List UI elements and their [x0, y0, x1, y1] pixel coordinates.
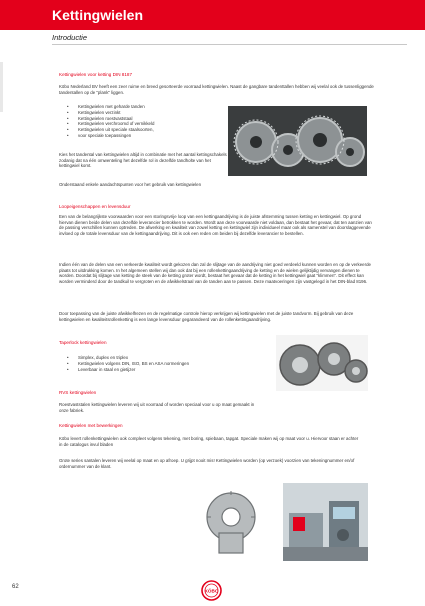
section-heading-loopeigenschappen: Loopeigenschappen en levensduur: [59, 204, 131, 209]
list-item: • voor speciale toepassingen: [66, 133, 216, 139]
list-item: • Kettingwielen verchroomd of vernikkeld: [66, 121, 216, 127]
machined-sprocket-photo: [188, 483, 274, 561]
list-item: • Kettingwielen met geharde tanden: [66, 104, 216, 110]
bewerkingen-paragraph-1: Köbo levert rollenkettingwielen ook compleet volgens tekening, met boring, spiebaan, tapgat. Speciale maken wij op maat voor u. Hiervoor staan er achter in de catalogus invul bladen: [59, 436, 359, 447]
section-heading-rvs: RVS kettingwielen: [59, 390, 97, 395]
intro-note: Onderstaand enkele aandachtspunten voor het gebruik van kettingwielen: [59, 182, 202, 187]
section2-paragraph-2: Indien één van de delen van een verkeerde kwaliteit wordt gekozen dan zal de slijtage van de aandrijving niet goed verdeeld kunnen worden en op de verkeerde plaats tot uitdrukking komen. In het algemeen stellen wij dan ook dat bij een rollenkettingaandrijving de ketting en de wielen gelijktijdig vervangen dienen te worden. Doordat bij slijtage van ketting de steek van de ketting groter wordt, bestaat het gevaar dat de ketting in het kettingwiel gaat "klimmen". Dit effect kan worden verminderd door de tandkuil te vergroten en de afwikkelstraal van de tanden aan te passen. Deze maatvoeringen zijn vastgelegd in het DIN-blad 8196.: [59, 262, 371, 284]
workshop-machine-photo: [283, 483, 368, 561]
list-item: • Kettingwielen verzinkt: [66, 110, 216, 116]
intro-bullet-list: [66, 104, 216, 139]
list-item: • Leverbaar in staal en gietijzer: [66, 367, 226, 373]
page-subtitle: Introductie: [52, 33, 88, 42]
rvs-paragraph: Roestvaststalen kettingwielen leveren wij uit voorraad of worden speciaal voor u op maat gemaakt in onze fabriek.: [59, 402, 255, 413]
section-heading-bewerkingen: Kettingwielen met bewerkingen: [59, 423, 123, 428]
bewerkingen-paragraph-2: Grote series santalen leveren wij veelal op maat en op afroep. U grijpt nooit mis! Kettingwielen worden (op verzoek) voorzien van tekeningnummer en/of ordernummer van de klant.: [59, 458, 355, 469]
taperlock-bullet-list: [66, 355, 226, 372]
intro-after-list: Kies het tandental van kettingwielen altijd in combinatie met het aantal kettingschakels zodanig dat na één omwenteling het dezelfde rol in dezelfde tandholte van het kettingwiel komt.: [59, 152, 227, 169]
edge-tab: [0, 62, 3, 112]
list-item: • Kettingwielen uit speciale staalsoorten,: [66, 127, 216, 133]
list-item: • Simplex, duplex en triplex: [66, 355, 226, 361]
svg-text:KÖBO: KÖBO: [204, 588, 219, 594]
section2-paragraph-3: Door toepassing van de juiste afwikkelfrezen en de regelmatige controle hierop verkrijgen wij kettingwielen met de juiste tandvorm. Bij gebruik van deze kettingwielen en kwaliteitsrollenketting is een lange levensduur gegarandeerd van de rollenkettingaandrijving.: [59, 311, 354, 322]
header-rule: [52, 44, 407, 45]
kobo-logo: [201, 580, 222, 601]
list-item: • Kettingwielen roestvaststaal: [66, 116, 216, 122]
section-heading-intro: Kettingwielen voor ketting DIN 8187: [59, 72, 133, 77]
intro-paragraph: Köbo Nederland BV heeft een zeer ruime en breed gesorteerde voorraad kettingwielen. Naast de gangbare tandenttallen hebben wij veelal ook de tussenliggende tandentallen op de "plank" liggen.: [59, 84, 374, 95]
section2-paragraph-1: Een van de belangrijkste voorwaarden voor een storingsvrije loop van een kettingaandrijving is de juiste afstemming tussen ketting en kettingwiel. Op grond hiervan dienen beide delen van dezelfde leverancier betrokken te worden. Wordt aan deze voorwaarde niet voldaan, dan bestaat het gevaar, dat ten aanzien van de passing verschillen kunnen optreden. De afwerking en kwaliteit van zowel ketting en kettingwiel zijn individueel maar ook als samenstel van doorslaggevende invloed op de totale levensduur van de kettingaandrijving. Dit is ook een reden om beiden bij dezelfde leverancier te bestellen.: [59, 214, 372, 236]
page-title: Kettingwielen: [52, 7, 144, 23]
sprockets-photo: [228, 106, 367, 176]
taperlock-photo: [276, 335, 368, 391]
list-item: • Kettingwielen volgens DIN, ISO, BS en ASA normeringen: [66, 361, 226, 367]
section-heading-taperlock: Taperlock kettingwielen: [59, 340, 107, 345]
page-number: 62: [12, 584, 19, 590]
